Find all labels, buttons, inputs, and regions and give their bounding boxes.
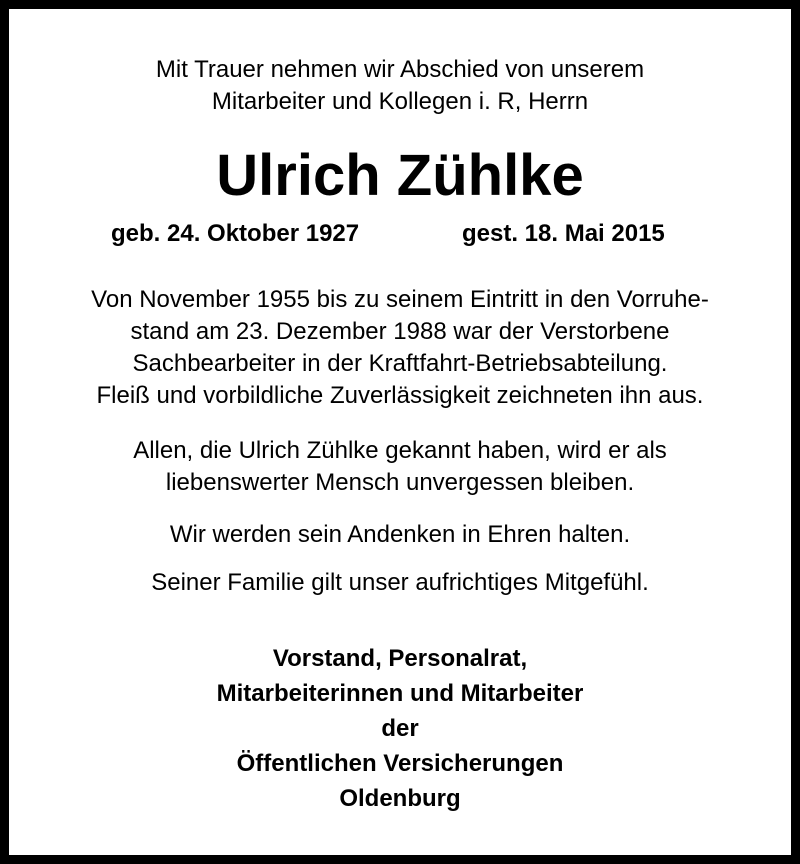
paragraph3: Wir werden sein Andenken in Ehren halten. xyxy=(169,521,631,548)
signature-line-5: Oldenburg xyxy=(339,785,461,812)
signature-line-3: der xyxy=(381,715,419,742)
signature-line-1: Vorstand, Personalrat, xyxy=(272,645,528,672)
signature-line-4: Öffentlichen Versicherungen xyxy=(236,750,564,777)
intro-line-2: Mitarbeiter und Kollegen i. R, Herrn xyxy=(211,88,589,115)
signature-line-2: Mitarbeiterinnen und Mitarbeiter xyxy=(216,680,584,707)
paragraph4: Seiner Familie gilt unser aufrichtiges Mitgefühl. xyxy=(151,569,649,596)
paragraph1-line-4: Fleiß und vorbildliche Zuverlässigkeit zeichneten ihn aus. xyxy=(96,382,704,409)
paragraph1-line-1: Von November 1955 bis zu seinem Eintritt in den Vorruhe- xyxy=(91,286,709,313)
paragraph1-line-2: stand am 23. Dezember 1988 war der Verstorbene xyxy=(130,318,670,345)
birth-date: geb. 24. Oktober 1927 xyxy=(111,220,360,247)
paragraph1-line-3: Sachbearbeiter in der Kraftfahrt-Betriebsabteilung. xyxy=(132,350,668,377)
deceased-name: Ulrich Zühlke xyxy=(216,143,584,208)
intro-line-1: Mit Trauer nehmen wir Abschied von unserem xyxy=(155,56,645,83)
death-date: gest. 18. Mai 2015 xyxy=(462,220,665,247)
paragraph2-line-1: Allen, die Ulrich Zühlke gekannt haben, wird er als xyxy=(133,437,667,464)
paragraph2-line-2: liebenswerter Mensch unvergessen bleiben. xyxy=(165,469,635,496)
